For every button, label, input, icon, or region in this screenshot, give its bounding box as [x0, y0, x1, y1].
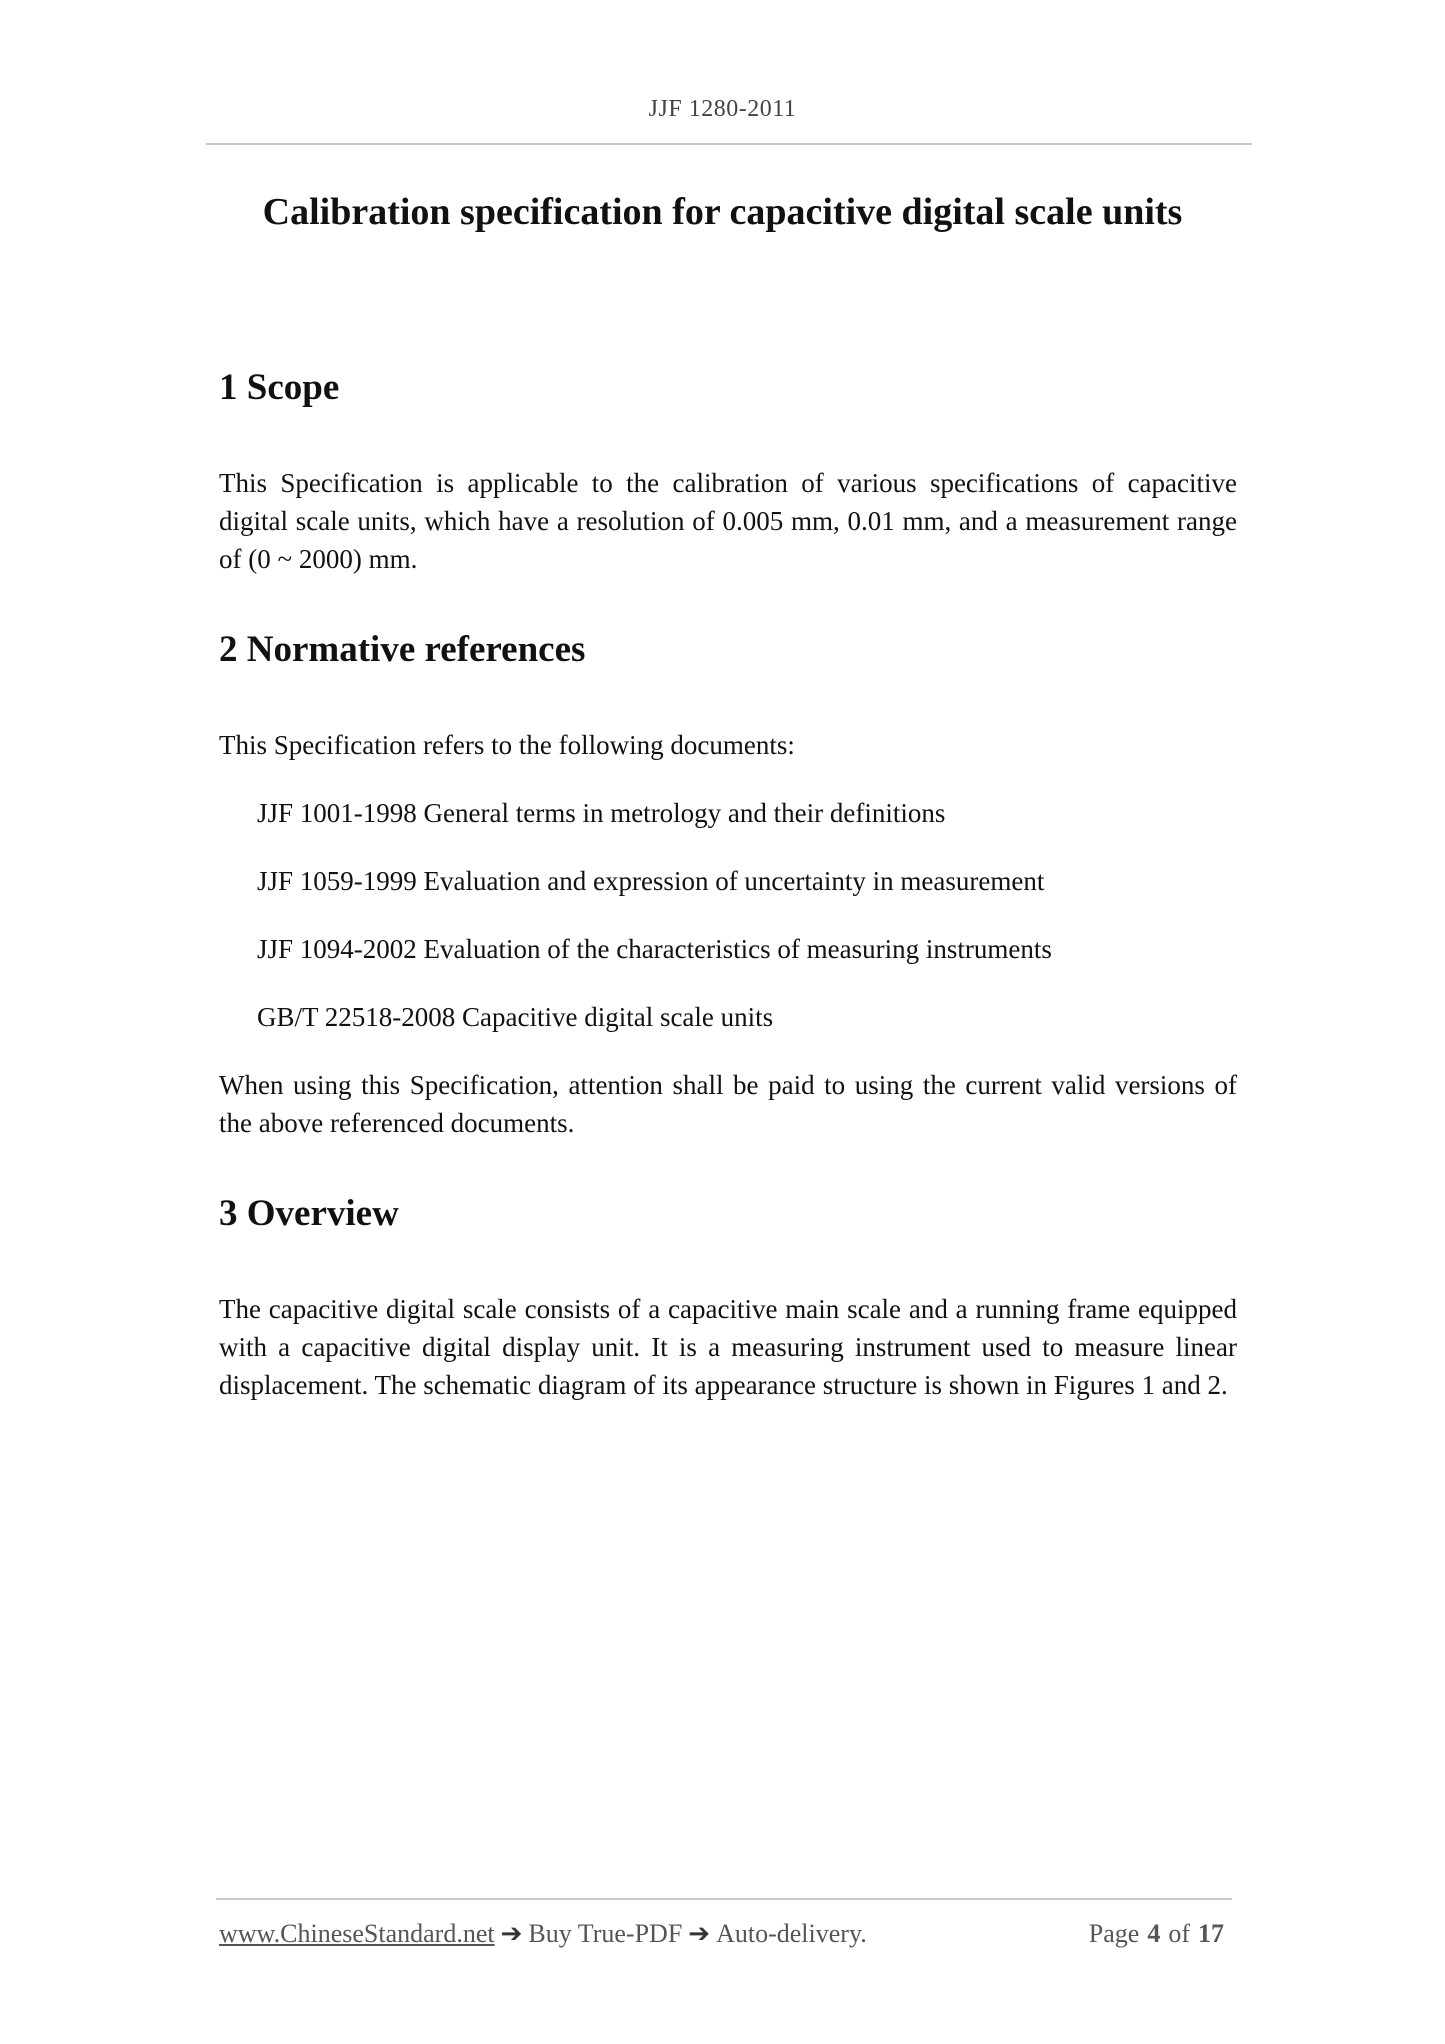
auto-delivery-text: Auto-delivery. [716, 1919, 867, 1948]
normative-intro: This Specification refers to the following documents: [219, 730, 795, 760]
footer-promo [219, 1919, 867, 1949]
total-page-number: 17 [1198, 1919, 1224, 1948]
running-header: JJF 1280-2011 [648, 96, 797, 122]
buy-true-pdf-text: Buy True-PDF [528, 1919, 683, 1948]
document-body [219, 358, 1237, 1404]
site-link[interactable]: www.ChineseStandard.net [219, 1919, 495, 1948]
page-label: Page [1088, 1919, 1140, 1948]
of-label: of [1168, 1919, 1190, 1948]
section-heading-scope: 1 Scope [219, 367, 340, 408]
section-heading-normative-references: 2 Normative references [219, 629, 586, 670]
page-footer [219, 1919, 1232, 1955]
arrow-right-icon: ➔ [688, 1919, 711, 1948]
section-heading-overview: 3 Overview [219, 1193, 399, 1234]
footer-divider [216, 1898, 1232, 1900]
page-indicator [1089, 1919, 1232, 1949]
reference-item: JJF 1059-1999 Evaluation and expression of uncertainty in measurement [257, 866, 1045, 896]
current-page-number: 4 [1147, 1919, 1161, 1948]
reference-list [219, 794, 1237, 1036]
header-divider [206, 143, 1252, 145]
reference-item: JJF 1001-1998 General terms in metrology and their definitions [257, 798, 946, 828]
scope-paragraph: This Specification is applicable to the calibration of various specifications of capacitive digital scale units, which have a resolution of 0.005 mm, 0.01 mm, and a measurement range of (0 ~ 2000) mm. [219, 468, 1237, 574]
reference-item: GB/T 22518-2008 Capacitive digital scale units [257, 1002, 774, 1032]
document-title: Calibration specification for capacitive digital scale units [262, 191, 1183, 233]
overview-paragraph: The capacitive digital scale consists of a capacitive main scale and a running frame equipped with a capacitive digital display unit. It is a measuring instrument used to measure linear displacement. The schematic diagram of its appearance structure is shown in Figures 1 and 2. [219, 1294, 1237, 1400]
reference-item: JJF 1094-2002 Evaluation of the characteristics of measuring instruments [257, 934, 1052, 964]
normative-note: When using this Specification, attention shall be paid to using the current valid versions of the above referenced documents. [219, 1070, 1237, 1138]
arrow-right-icon: ➔ [500, 1919, 523, 1948]
